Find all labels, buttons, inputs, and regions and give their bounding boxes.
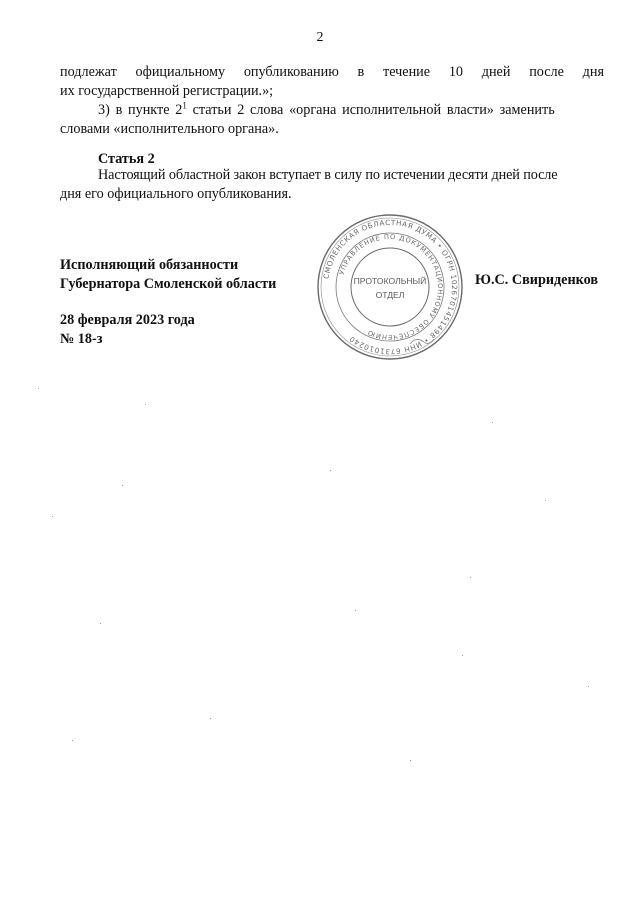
page-number: 2 bbox=[316, 30, 324, 45]
scan-speck bbox=[122, 485, 123, 486]
scan-speck bbox=[588, 686, 589, 687]
amendment-prefix: 3) в пункте 2 bbox=[98, 102, 183, 118]
scan-speck bbox=[72, 740, 73, 741]
signatory-position-line-1: Исполняющий обязанности bbox=[60, 257, 239, 273]
scan-speck bbox=[492, 422, 493, 423]
seal-center-line-1: ПРОТОКОЛЬНЫЙ bbox=[353, 276, 427, 286]
article-body bbox=[60, 166, 604, 204]
law-number: № 18-з bbox=[60, 331, 103, 347]
scan-speck bbox=[100, 623, 101, 624]
amendment-rest: статьи 2 слова «органа исполнительной власти» заменить bbox=[186, 102, 555, 118]
seal-outer-ring-text: СМОЛЕНСКАЯ ОБЛАСТНАЯ ДУМА • ОГРН 1026701451498 • ИНН 6731010240 bbox=[321, 217, 460, 357]
article-line-1: Настоящий областной закон вступает в силу по истечении десяти дней после bbox=[98, 167, 558, 183]
paragraph-1-line-1: подлежат официальному опубликованию в течение 10 дней после дня bbox=[60, 64, 604, 80]
paragraph-2-line-2: словами «исполнительного органа». bbox=[60, 121, 279, 137]
paragraph-1 bbox=[60, 63, 604, 101]
paragraph-2-line-1 bbox=[60, 101, 604, 120]
law-date: 28 февраля 2023 года bbox=[60, 312, 195, 328]
scan-speck bbox=[410, 760, 411, 761]
signatory-name: Ю.С. Свириденков bbox=[475, 272, 599, 288]
scan-speck bbox=[52, 516, 53, 517]
scan-speck bbox=[355, 610, 356, 611]
scan-speck bbox=[210, 718, 211, 719]
official-seal-stamp bbox=[315, 212, 465, 362]
superscript-one: 1 bbox=[182, 100, 187, 111]
signatory-position bbox=[60, 256, 276, 294]
scan-speck bbox=[145, 404, 146, 405]
paragraph-1-line-2: их государственной регистрации.»; bbox=[60, 83, 274, 99]
article-line-2: дня его официального опубликования. bbox=[60, 186, 292, 202]
scan-speck bbox=[330, 470, 331, 471]
law-date-number bbox=[60, 311, 195, 349]
paragraph-2 bbox=[60, 101, 604, 139]
seal-center-line-2: ОТДЕЛ bbox=[375, 290, 405, 300]
scan-speck bbox=[470, 577, 471, 578]
seal-inner-ring-text: УПРАВЛЕНИЕ ПО ДОКУМЕНТАЦИОННОМУ ОБЕСПЕЧЕНИЮ bbox=[337, 232, 445, 342]
seal-inner-circle bbox=[351, 248, 429, 326]
scan-speck bbox=[38, 388, 39, 389]
signatory-position-line-2: Губернатора Смоленской области bbox=[60, 276, 277, 292]
scan-speck bbox=[462, 655, 463, 656]
article-heading: Статья 2 bbox=[98, 151, 155, 167]
scan-speck bbox=[545, 500, 546, 501]
